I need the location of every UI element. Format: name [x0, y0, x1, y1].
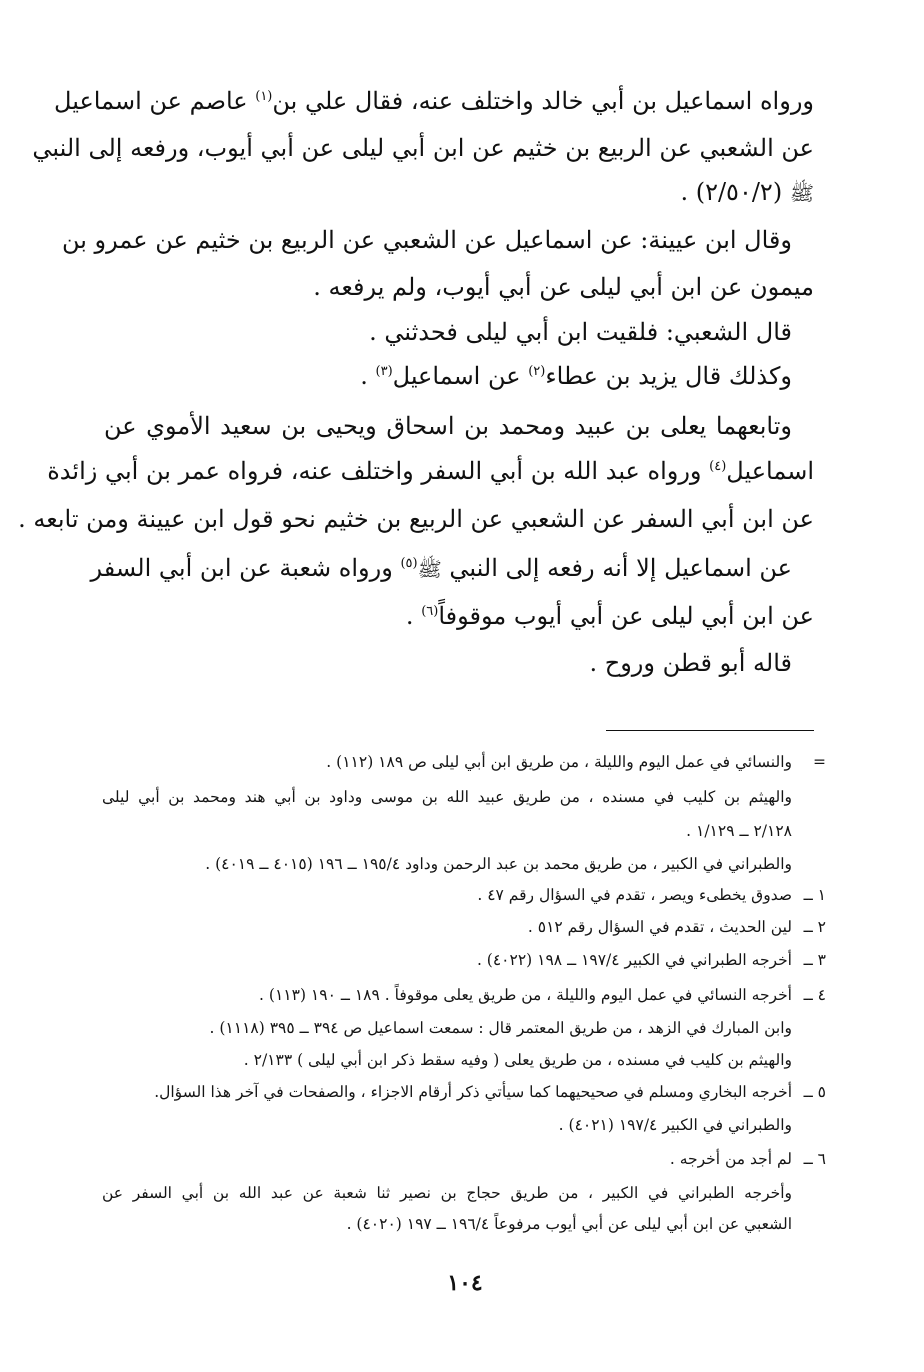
main-line	[360, 361, 792, 391]
main-line	[54, 86, 814, 116]
footnote-line: وأخرجه الطبراني في الكبير ، من طريق حجاج بن نصير ثنا شعبة عن عبد الله بن أبي السفر عن	[102, 1184, 792, 1202]
main-line	[406, 601, 814, 631]
footnote-line: الشعبي عن ابن أبي ليلى عن أبي أيوب مرفوعاً ١٩٦/٤ ــ ١٩٧ (٤٠٢٠) .	[346, 1215, 792, 1233]
footnote-line: وابن المبارك في الزهد ، من طريق المعتمر قال : سمعت اسماعيل ص ٣٩٤ ــ ٣٩٥ (١١١٨) .	[209, 1019, 792, 1037]
footnote-line: والهيثم بن كليب في مسنده ، من طريق عبيد الله بن موسى وداود بن أبي هند ومحمد بن أبي ليلى	[102, 788, 792, 806]
main-line	[104, 411, 792, 441]
text-run: عاصم عن اسماعيل	[54, 87, 248, 115]
footnote-line: أخرجه النسائي في عمل اليوم والليلة ، من طريق يعلى موقوفاً . ١٨٩ ــ ١٩٠ (١١٣) .	[259, 986, 792, 1004]
footnote-number: ٤ ــ	[803, 986, 826, 1004]
text-run: ورواه شعبة عن ابن أبي السفر	[90, 554, 393, 582]
text-run: .	[405, 602, 414, 630]
text-run: ميمون عن ابن أبي ليلى عن أبي أيوب، ولم يرفعه .	[313, 273, 814, 301]
text-run: عن الشعبي عن الربيع بن خثيم عن ابن أبي ليلى عن أبي أيوب، ورفعه إلى النبي	[32, 134, 814, 162]
footnote-line: والطبراني في الكبير ، من طريق محمد بن عبد الرحمن وداود ١٩٥/٤ ــ ١٩٦ (٤٠١٥ ــ ٤٠١٩) .	[205, 855, 792, 873]
footnote-ref[interactable]: (٦)	[421, 604, 439, 619]
footnote-ref[interactable]: (٥)	[400, 556, 418, 571]
footnote-separator	[606, 730, 814, 731]
footnote-line: ٢/١٢٨ ــ ١/١٢٩ .	[686, 822, 792, 840]
text-run: وتابعهما يعلى بن عبيد ومحمد بن اسحاق ويحيى بن سعيد الأموي عن	[104, 412, 792, 440]
text-run: قاله أبو قطن وروح .	[589, 649, 792, 677]
footnote-line: والطبراني في الكبير ١٩٧/٤ (٤٠٢١) .	[558, 1116, 792, 1134]
salawat-symbol: ﷺ	[417, 557, 442, 581]
footnote-ref[interactable]: (٣)	[375, 364, 393, 379]
continuation-marker: =	[813, 753, 826, 771]
main-line	[369, 317, 792, 347]
text-run: ورواه اسماعيل بن أبي خالد واختلف عنه، فقال علي بن	[272, 87, 814, 115]
main-line	[32, 133, 814, 163]
text-run: وقال ابن عيينة: عن اسماعيل عن الشعبي عن الربيع بن خثيم عن عمرو بن	[61, 226, 792, 254]
footnote-number: ٥ ــ	[803, 1083, 826, 1101]
main-line	[589, 648, 792, 678]
footnote-line: لين الحديث ، تقدم في السؤال رقم ٥١٢ .	[527, 918, 792, 936]
main-line	[47, 456, 814, 486]
page-number: ١٠٤	[447, 1270, 483, 1296]
footnote-line: لم أجد من أخرجه .	[669, 1150, 792, 1168]
text-run: .	[360, 362, 368, 390]
footnote-line: صدوق يخطىء ويصر ، تقدم في السؤال رقم ٤٧ .	[477, 886, 792, 904]
text-run: قال الشعبي: فلقيت ابن أبي ليلى فحدثني .	[369, 318, 792, 346]
text-run: (٢/٥٠/٢) .	[680, 178, 783, 206]
text-run: اسماعيل	[726, 457, 814, 485]
text-run: عن ابن أبي السفر عن الشعبي عن الربيع بن خثيم نحو قول ابن عيينة ومن تابعه .	[18, 505, 814, 533]
footnote-number: ٢ ــ	[803, 918, 826, 936]
footnote-number: ١ ــ	[803, 886, 826, 904]
footnote-line: والهيثم بن كليب في مسنده ، من طريق يعلى ( وفيه سقط ذكر ابن أبي ليلى ) ٢/١٣٣ .	[243, 1051, 792, 1069]
salawat-symbol: ﷺ	[789, 181, 814, 205]
footnote-ref[interactable]: (٢)	[528, 364, 546, 379]
footnote-number: ٦ ــ	[803, 1150, 826, 1168]
footnote-line: أخرجه الطبراني في الكبير ١٩٧/٤ ــ ١٩٨ (٤٠٢٢) .	[476, 951, 792, 969]
main-line	[313, 272, 814, 302]
main-line	[90, 553, 792, 584]
text-run: وكذلك قال يزيد بن عطاء	[545, 362, 792, 390]
main-line	[18, 504, 814, 534]
main-line	[61, 225, 792, 255]
text-run: عن اسماعيل	[392, 362, 521, 390]
footnote-line: أخرجه البخاري ومسلم في صحيحيهما كما سيأتي ذكر أرقام الاجزاء ، والصفحات في آخر هذا السؤال.	[154, 1083, 792, 1101]
footnote-line: والنسائي في عمل اليوم والليلة ، من طريق ابن أبي ليلى ص ١٨٩ (١١٢) .	[326, 753, 792, 771]
text-run: عن اسماعيل إلا أنه رفعه إلى النبي	[449, 554, 792, 582]
footnote-ref[interactable]: (٤)	[709, 459, 727, 474]
footnote-number: ٣ ــ	[803, 951, 826, 969]
footnote-ref[interactable]: (١)	[255, 89, 273, 104]
main-line	[680, 177, 814, 208]
text-run: ورواه عبد الله بن أبي السفر واختلف عنه، فرواه عمر بن أبي زائدة	[47, 457, 702, 485]
text-run: عن ابن أبي ليلى عن أبي أيوب موقوفاً	[438, 602, 814, 630]
